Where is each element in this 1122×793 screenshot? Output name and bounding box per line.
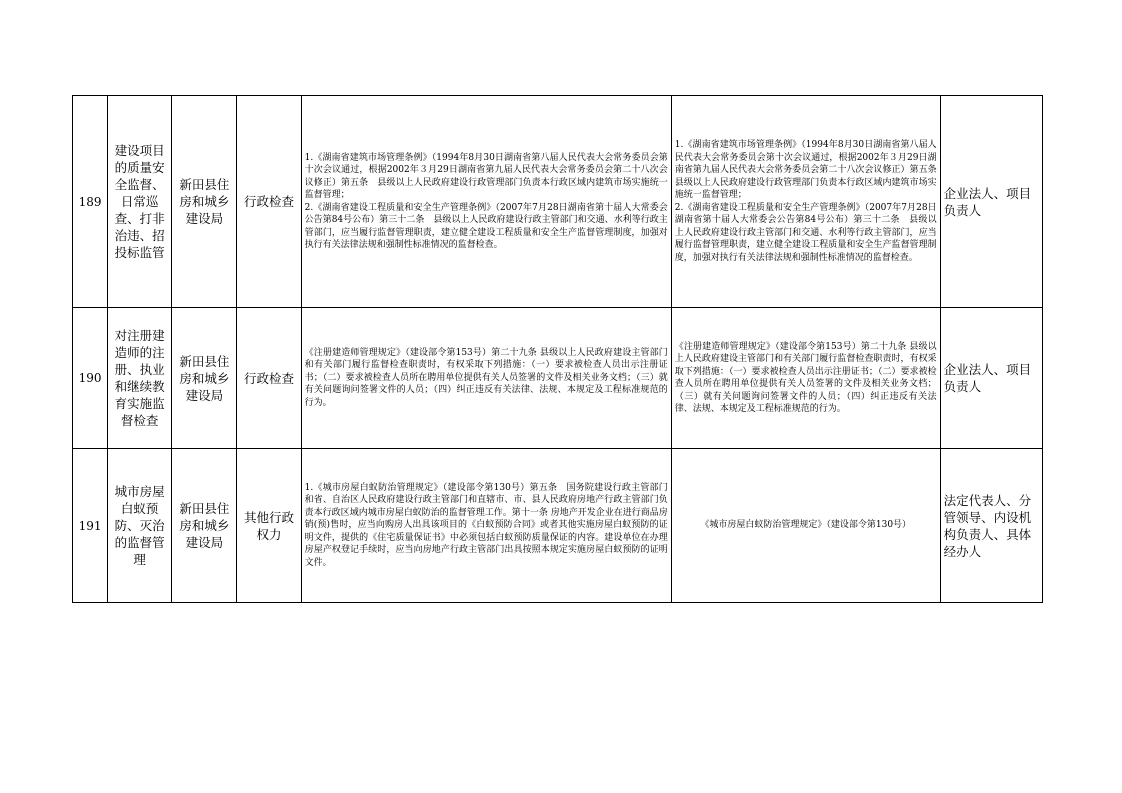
- supervision-basis-paragraph: 《注册建造师管理规定》（建设部令第153号）第二十九条 县级以上人民政府建设主管部门和有关部门履行监督检查职责时，有权采取下列措施：（一）要求被检查人员出示注册证书；（二）要求被检查人员所在聘用单位提供有关人员签署的文件及相关业务文档；（三）就有关问题询问签署文件的人员；（四）纠正违反有关法律、法规、本规定及工程标准规范的行为。: [674, 341, 937, 414]
- department: 新田县住房和城乡建设局: [172, 449, 237, 603]
- legal-basis-paragraph: 1.《湖南省建筑市场管理条例》（1994年8月30日湖南省第八届人民代表大会常务委员会第十次会议通过，根据2002年３月29日湖南省第九届人民代表大会常务委员会第二十八次会议修正）第五条 县级以上人民政府建设行政管理部门负责本行政区域内建筑市场实施统一监督管理；: [304, 152, 668, 200]
- power-type: 行政检查: [237, 308, 301, 449]
- table-row: [73, 308, 1043, 449]
- supervision-basis-paragraph: 《城市房屋白蚁防治管理规定》（建设部令第130号）: [700, 520, 912, 531]
- power-type: 行政检查: [237, 96, 301, 308]
- power-type: 其他行政权力: [237, 449, 301, 603]
- legal-basis: [301, 308, 671, 449]
- department: 新田县住房和城乡建设局: [172, 308, 237, 449]
- responsible-subject: 企业法人、项目负责人: [940, 96, 1042, 308]
- power-list-table: [72, 95, 1043, 603]
- responsible-subject: 企业法人、项目负责人: [940, 308, 1042, 449]
- supervision-basis: [671, 308, 940, 449]
- legal-basis-paragraph: 1.《城市房屋白蚁防治管理规定》（建设部令第130号）第五条 国务院建设行政主管部门和省、自治区人民政府建设行政主管部门和直辖市、市、县人民政府房地产行政主管部门负责本行政区域内城市房屋白蚁防治的监督管理工作。第十一条 房地产开发企业在进行商品房销(预)售时，应当向购房人出具该项目的《白蚁预防合同》或者其他实施房屋白蚁预防的证明文件，提供的《住宅质量保证书》中必须包括白蚁预防质量保证的内容。建设单位在办理房屋产权登记手续时，应当向房地产行政主管部门出具按照本规定实施房屋白蚁预防的证明文件。: [304, 482, 668, 568]
- table-row: [73, 96, 1043, 308]
- legal-basis: [301, 96, 671, 308]
- row-number: 190: [73, 308, 108, 449]
- item-name: 对注册建造师的注册、执业和继续教育实施监督检查: [108, 308, 172, 449]
- supervision-basis: [671, 96, 946, 308]
- table-row: [73, 449, 1043, 603]
- responsible-subject: 法定代表人、分管领导、内设机构负责人、具体经办人: [940, 449, 1042, 603]
- supervision-basis-paragraph: 2.《湖南省建设工程质量和安全生产管理条例》（2007年7月28日湖南省第十届人大常委会公告第84号公布）第三十二条 县级以上人民政府建设行政主管部门和交通、水利等行政主管部门，应当履行监督管理职责，建立健全建设工程质量和安全生产监督管理制度，加强对执行有关法律法规和强制性标准情况的监督检查。: [674, 202, 937, 263]
- legal-basis: [301, 449, 671, 603]
- row-number: 189: [73, 96, 108, 308]
- department: 新田县住房和城乡建设局: [172, 96, 237, 308]
- legal-basis-paragraph: 2.《湖南省建设工程质量和安全生产管理条例》（2007年7月28日湖南省第十届人大常委会公告第84号公布）第三十二条 县级以上人民政府建设行政主管部门和交通、水利等行政主管部门，应当履行监督管理职责，建立健全建设工程质量和安全生产监督管理制度，加强对执行有关法律法规和强制性标准情况的监督检查。: [304, 202, 668, 250]
- row-number: 191: [73, 449, 108, 603]
- item-name: 城市房屋白蚁预防、灭治的监督管理: [108, 449, 172, 603]
- supervision-basis: [671, 449, 940, 603]
- item-name: 建设项目的质量安全监督、日常巡查、打非治违、招投标监管: [108, 96, 172, 308]
- legal-basis-paragraph: 《注册建造师管理规定》（建设部令第153号）第二十九条 县级以上人民政府建设主管部门和有关部门履行监督检查职责时，有权采取下列措施：（一）要求被检查人员出示注册证书；（二）要求被检查人员所在聘用单位提供有关人员签署的文件及相关业务文档；（三）就有关问题询问签署文件的人员；（四）纠正违反有关法律、法规、本规定及工程标准规范的行为。: [304, 347, 668, 408]
- supervision-basis-paragraph: 1.《湖南省建筑市场管理条例》（1994年8月30日湖南省第八届人民代表大会常务委员会第十次会议通过，根据2002年３月29日湖南省第九届人民代表大会常务委员会第二十八次会议修正）第五条 县级以上人民政府建设行政管理部门负责本行政区域内建筑市场实施统一监督管理；: [674, 140, 946, 200]
